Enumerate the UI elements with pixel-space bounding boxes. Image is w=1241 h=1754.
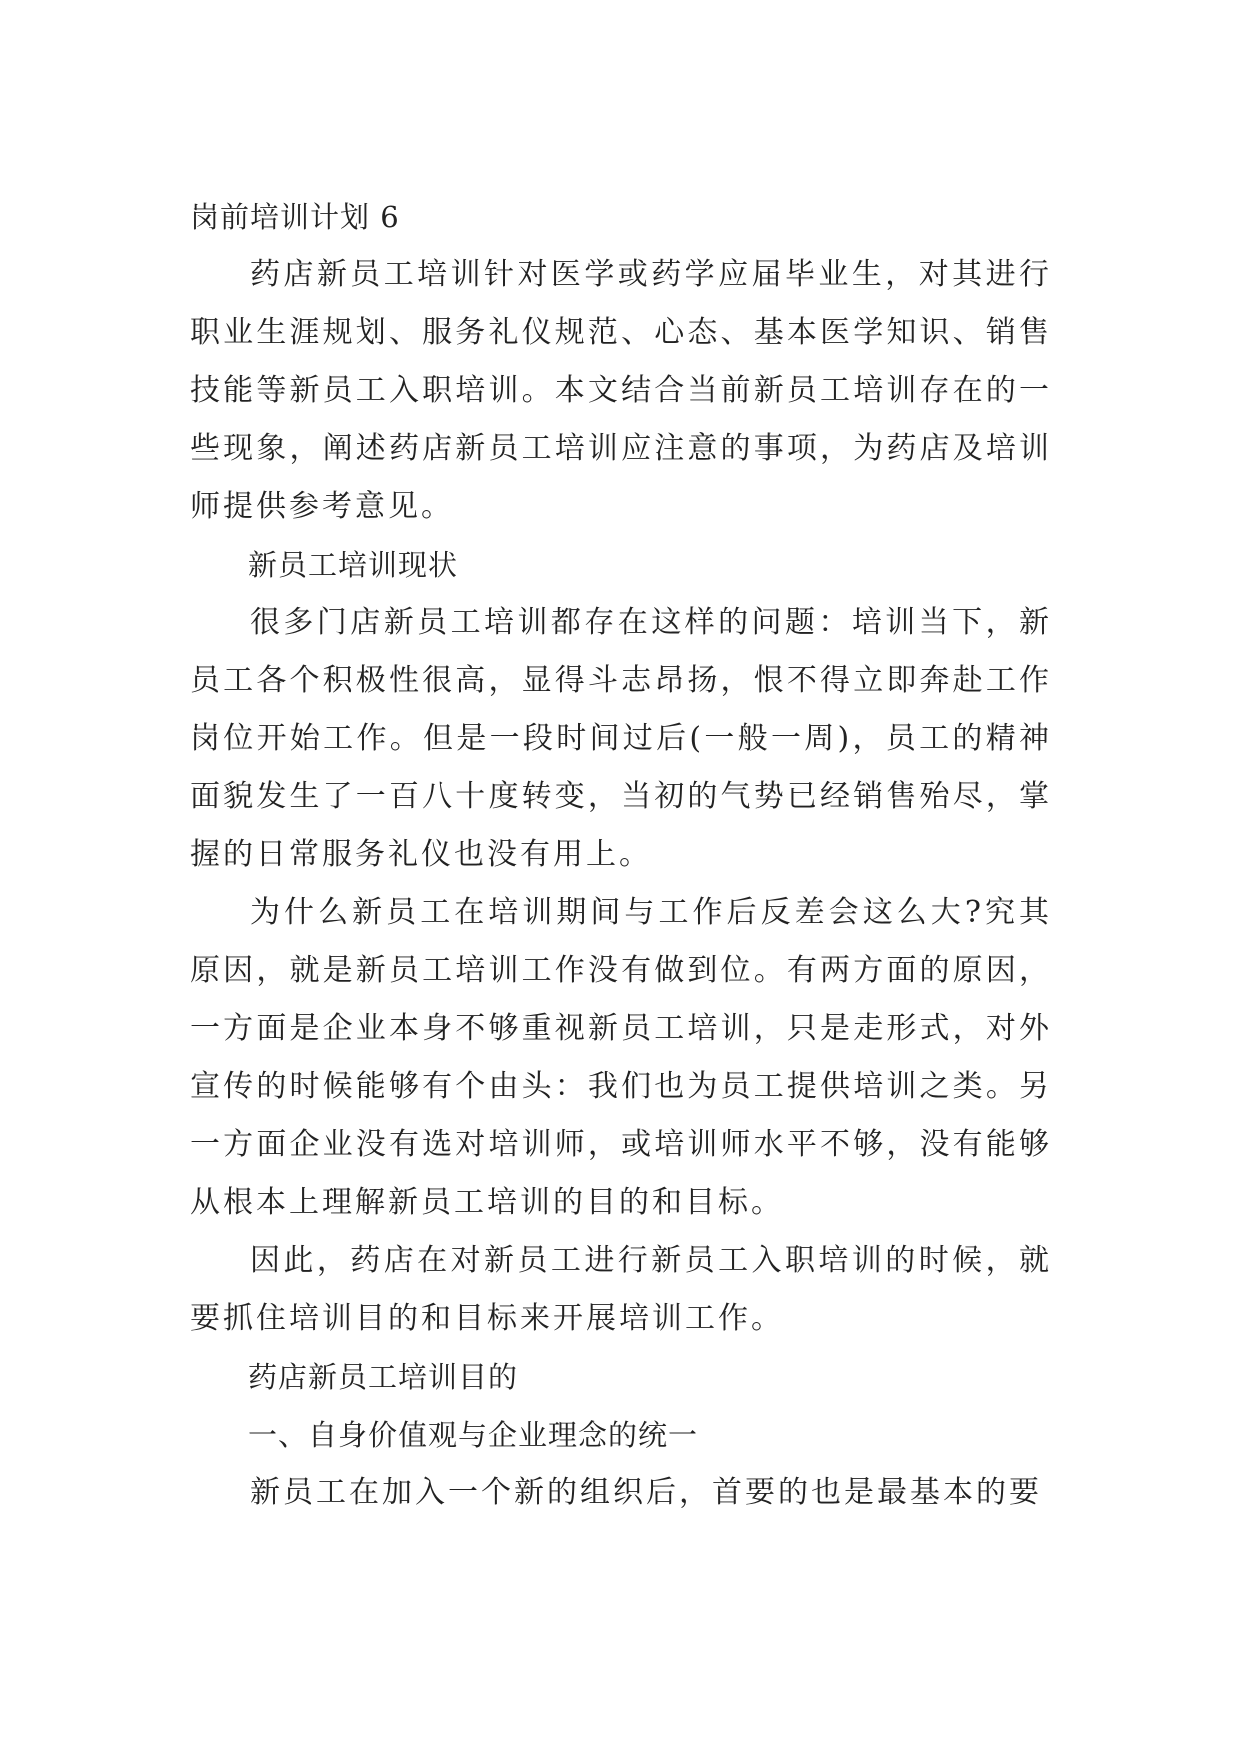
paragraph-reason: 为什么新员工在培训期间与工作后反差会这么大?究其原因，就是新员工培训工作没有做到位。有两方面的原因，一方面是企业本身不够重视新员工培训，只是走形式，对外宣传的时候能够有个由头：我们也为员工提供培训之类。另一方面企业没有选对培训师，或培训师水平不够，没有能够从根本上理解新员工培训的目的和目标。 — [190, 895, 1052, 1220]
paragraph-conclusion: 因此，药店在对新员工进行新员工入职培训的时候，就要抓住培训目的和目标来开展培训工作。 — [190, 1243, 1052, 1336]
paragraph-intro: 药店新员工培训针对医学或药学应届毕业生，对其进行职业生涯规划、服务礼仪规范、心态、基本医学知识、销售技能等新员工入职培训。本文结合当前新员工培训存在的一些现象，阐述药店新员工培训应注意的事项，为药店及培训师提供参考意见。 — [190, 257, 1052, 524]
section-heading-purpose: 药店新员工培训目的 — [248, 1360, 519, 1394]
document-body — [190, 188, 1052, 1522]
paragraph-problem: 很多门店新员工培训都存在这样的问题：培训当下，新员工各个积极性很高，显得斗志昂扬，恨不得立即奔赴工作岗位开始工作。但是一段时间过后(一般一周)，员工的精神面貌发生了一百八十度转变，当初的气势已经销售殆尽，掌握的日常服务礼仪也没有用上。 — [190, 605, 1052, 872]
section-heading-status: 新员工培训现状 — [248, 548, 459, 582]
document-title: 岗前培训计划 6 — [190, 200, 400, 234]
subsection-heading-values: 一、自身价值观与企业理念的统一 — [248, 1418, 699, 1452]
paragraph-values: 新员工在加入一个新的组织后，首要的也是最基本的要 — [250, 1475, 1042, 1510]
